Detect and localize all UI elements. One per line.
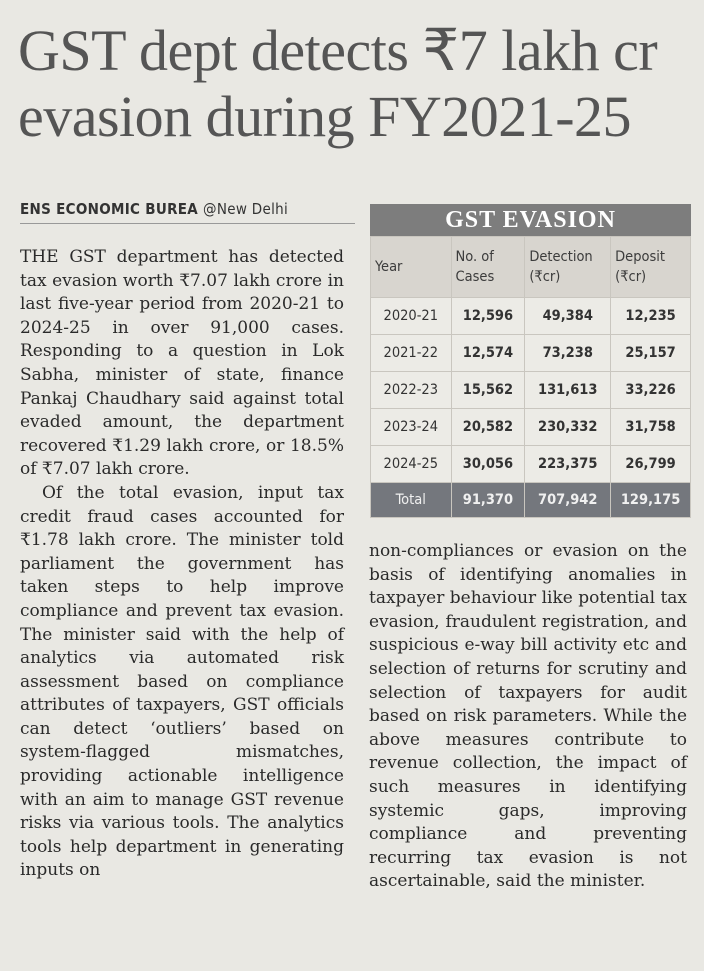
gst-evasion-table xyxy=(370,204,691,518)
table-cell: 2020-21 xyxy=(371,298,452,335)
table-row xyxy=(371,446,691,483)
data-table xyxy=(370,236,691,518)
table-cell: 73,238 xyxy=(525,335,611,372)
byline-location: @New Delhi xyxy=(203,200,289,218)
table-cell: 26,799 xyxy=(611,446,691,483)
table-row xyxy=(371,298,691,335)
article-column-right xyxy=(369,540,687,894)
article-paragraph: Of the total evasion, input tax credit fraud cases accounted for ₹1.78 lakh crore. The minister told parliament the government has taken steps to help improve compliance and prevent tax evasion. The minister said with the help of analytics via automated risk assessment based on compliance attributes of taxpayers, GST officials can detect ‘outliers’ based on system-flagged mismatches, providing actionable intelligence with an aim to manage GST revenue risks via various tools. The analytics tools help department in generating inputs on xyxy=(20,482,344,881)
table-row xyxy=(371,335,691,372)
table-cell: 49,384 xyxy=(525,298,611,335)
byline xyxy=(20,200,288,218)
table-cell: 707,942 xyxy=(525,483,611,518)
table-cell: 2023-24 xyxy=(371,409,452,446)
article-paragraph: THE GST department has detected tax evasion worth ₹7.07 lakh crore in last five-year period from 2020-21 to 2024-25 in over 91,000 cases. Responding to a question in Lok Sabha, minister of state, finance Pankaj Chaudhary said against total evaded amount, the department recovered ₹1.29 lakh crore, or 18.5% of ₹7.07 lakh crore. xyxy=(20,247,344,480)
byline-author: ENS ECONOMIC BUREA xyxy=(20,200,199,218)
headline xyxy=(18,18,698,150)
table-cell: 20,582 xyxy=(451,409,525,446)
table-cell: 33,226 xyxy=(611,372,691,409)
byline-divider xyxy=(20,223,355,224)
table-cell: 12,596 xyxy=(451,298,525,335)
column-header: Detection (₹cr) xyxy=(525,237,611,298)
table-cell: 2021-22 xyxy=(371,335,452,372)
table-cell: 230,332 xyxy=(525,409,611,446)
table-cell: 30,056 xyxy=(451,446,525,483)
table-cell: 129,175 xyxy=(611,483,691,518)
table-cell: 2024-25 xyxy=(371,446,452,483)
table-cell: 25,157 xyxy=(611,335,691,372)
headline-line-2: evasion during FY2021-25 xyxy=(18,84,632,149)
table-row xyxy=(371,409,691,446)
table-cell: 31,758 xyxy=(611,409,691,446)
table-cell: 223,375 xyxy=(525,446,611,483)
table-cell: Total xyxy=(371,483,452,518)
table-cell: 12,574 xyxy=(451,335,525,372)
table-header-row xyxy=(371,237,691,298)
table-total-row xyxy=(371,483,691,518)
headline-line-1: GST dept detects ₹7 lakh cr xyxy=(18,18,658,83)
column-header: Year xyxy=(371,237,452,298)
article-paragraph: non-compliances or evasion on the basis of identifying anomalies in taxpayer behaviour like potential tax evasion, fraudulent registration, and suspicious e-way bill activity etc and selection of returns for scrutiny and selection of taxpayers for audit based on risk parameters. While the above measures contribute to revenue collection, the impact of such measures in identifying systemic gaps, improving compliance and preventing recurring tax evasion is not ascertainable, said the minister. xyxy=(369,541,687,892)
table-title: GST EVASION xyxy=(370,204,691,236)
table-cell: 91,370 xyxy=(451,483,525,518)
article-column-left xyxy=(20,246,344,883)
column-header: Deposit (₹cr) xyxy=(611,237,691,298)
table-cell: 2022-23 xyxy=(371,372,452,409)
column-header: No. of Cases xyxy=(451,237,525,298)
table-cell: 15,562 xyxy=(451,372,525,409)
table-row xyxy=(371,372,691,409)
table-cell: 131,613 xyxy=(525,372,611,409)
table-cell: 12,235 xyxy=(611,298,691,335)
